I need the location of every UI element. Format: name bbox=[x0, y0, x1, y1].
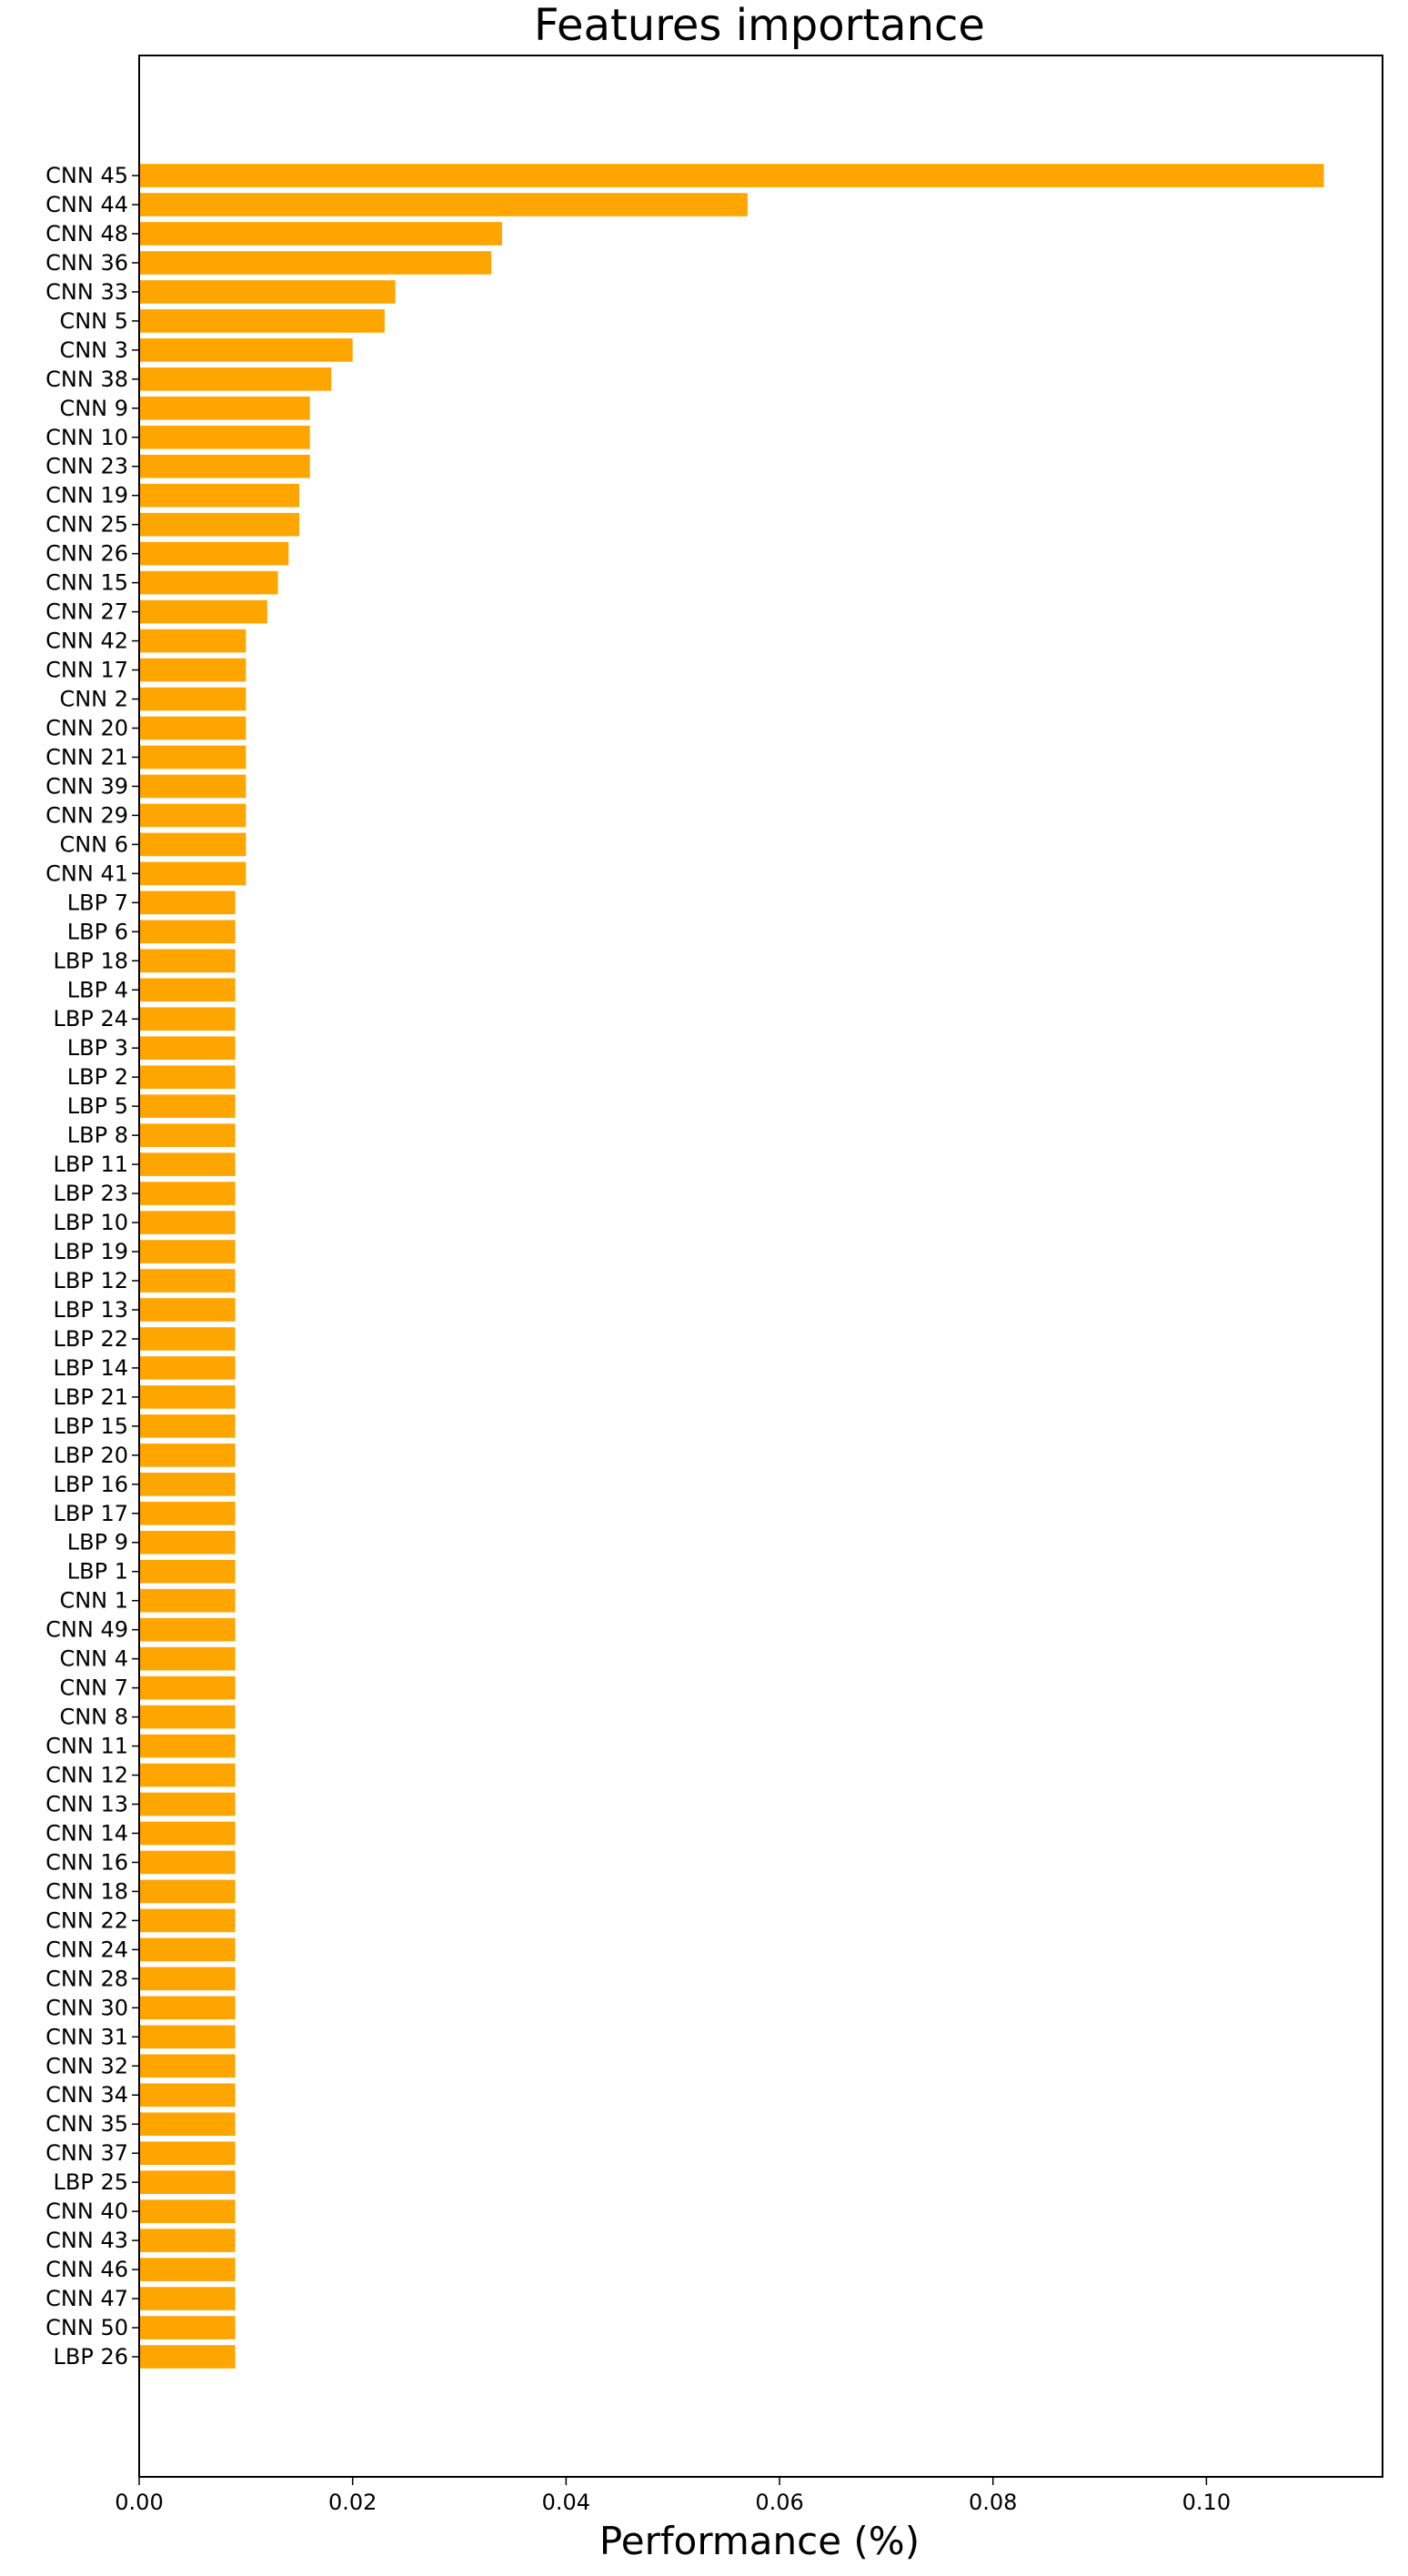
bar bbox=[139, 2316, 236, 2340]
x-tick-label: 0.02 bbox=[327, 2490, 377, 2515]
y-tick-label: LBP 13 bbox=[53, 1296, 128, 1323]
y-tick-label: LBP 5 bbox=[66, 1093, 128, 1120]
y-tick-label: CNN 29 bbox=[45, 802, 128, 829]
y-tick-label: CNN 30 bbox=[45, 1995, 128, 2021]
y-tick-label: CNN 46 bbox=[45, 2257, 128, 2283]
y-tick-label: LBP 17 bbox=[53, 1500, 128, 1526]
bar bbox=[139, 251, 491, 275]
y-tick-label: CNN 4 bbox=[59, 1645, 128, 1672]
bar bbox=[139, 1764, 236, 1787]
y-tick-label: CNN 13 bbox=[45, 1791, 128, 1817]
y-tick-label: CNN 8 bbox=[59, 1704, 128, 1730]
bar bbox=[139, 1647, 236, 1671]
bar bbox=[139, 1007, 236, 1031]
bar bbox=[139, 2054, 236, 2078]
y-tick-label: CNN 7 bbox=[59, 1675, 128, 1701]
bar bbox=[139, 1123, 236, 1147]
x-tick-label: 0.06 bbox=[755, 2490, 804, 2515]
x-ticks bbox=[115, 2477, 1231, 2515]
bar bbox=[139, 426, 310, 449]
bar bbox=[139, 280, 396, 304]
y-tick-label: CNN 22 bbox=[45, 1907, 128, 1934]
y-tick-label: CNN 10 bbox=[45, 424, 128, 450]
y-tick-label: LBP 16 bbox=[53, 1471, 128, 1497]
bar bbox=[139, 1414, 236, 1438]
y-tick-label: LBP 25 bbox=[53, 2169, 128, 2196]
bar bbox=[139, 1065, 236, 1089]
x-tick-label: 0.04 bbox=[541, 2490, 591, 2515]
y-tick-label: LBP 24 bbox=[53, 1006, 128, 1032]
y-tick-label: CNN 24 bbox=[45, 1937, 128, 1963]
y-tick-label: LBP 8 bbox=[66, 1122, 128, 1149]
y-tick-label: CNN 35 bbox=[45, 2111, 128, 2138]
bar bbox=[139, 1502, 236, 1525]
y-tick-label: LBP 1 bbox=[66, 1558, 128, 1585]
bar bbox=[139, 2112, 236, 2136]
y-tick-label: CNN 41 bbox=[45, 860, 128, 887]
y-tick-label: LBP 23 bbox=[53, 1181, 128, 1207]
bar bbox=[139, 397, 310, 420]
bar bbox=[139, 1182, 236, 1205]
bar bbox=[139, 2026, 236, 2049]
y-tick-label: CNN 17 bbox=[45, 657, 128, 683]
bar bbox=[139, 746, 246, 770]
bar bbox=[139, 2199, 236, 2223]
y-tick-label: LBP 2 bbox=[66, 1064, 128, 1091]
y-tick-label: CNN 1 bbox=[59, 1587, 128, 1614]
bar bbox=[139, 484, 299, 508]
y-tick-label: CNN 45 bbox=[45, 163, 128, 188]
y-tick-label: CNN 26 bbox=[45, 540, 128, 567]
y-tick-label: CNN 44 bbox=[45, 191, 128, 217]
bar bbox=[139, 1822, 236, 1846]
y-tick-label: CNN 23 bbox=[45, 453, 128, 479]
y-tick-label: LBP 22 bbox=[53, 1325, 128, 1352]
bar bbox=[139, 338, 353, 362]
x-tick-label: 0.10 bbox=[1182, 2490, 1232, 2515]
bar bbox=[139, 309, 385, 333]
y-tick-label: CNN 27 bbox=[45, 599, 128, 625]
bar bbox=[139, 1589, 236, 1613]
bar bbox=[139, 775, 246, 799]
bar bbox=[139, 1240, 236, 1263]
y-tick-label: CNN 49 bbox=[45, 1616, 128, 1643]
x-tick-label: 0.00 bbox=[115, 2490, 164, 2515]
bar bbox=[139, 1152, 236, 1176]
y-tick-label: CNN 43 bbox=[45, 2228, 128, 2254]
y-tick-label: LBP 15 bbox=[53, 1413, 128, 1439]
y-tick-label: CNN 34 bbox=[45, 2082, 128, 2108]
y-tick-label: CNN 28 bbox=[45, 1966, 128, 1992]
x-tick-label: 0.08 bbox=[968, 2490, 1018, 2515]
y-tick-label: CNN 37 bbox=[45, 2140, 128, 2167]
y-tick-label: CNN 38 bbox=[45, 366, 128, 392]
y-tick-label: CNN 6 bbox=[59, 831, 128, 858]
bar bbox=[139, 1385, 236, 1409]
bar bbox=[139, 949, 236, 972]
y-tick-label: LBP 3 bbox=[66, 1035, 128, 1062]
x-axis-label: Performance (%) bbox=[598, 2519, 920, 2563]
bar bbox=[139, 571, 278, 595]
y-tick-label: CNN 21 bbox=[45, 744, 128, 770]
bar bbox=[139, 1676, 236, 1700]
bar bbox=[139, 1793, 236, 1816]
bar bbox=[139, 367, 331, 391]
bar bbox=[139, 1298, 236, 1322]
bar bbox=[139, 1851, 236, 1875]
bar bbox=[139, 862, 246, 886]
bar bbox=[139, 1997, 236, 2020]
bar bbox=[139, 978, 236, 1001]
plot-area-frame bbox=[139, 55, 1383, 2477]
bar bbox=[139, 2229, 236, 2252]
bar bbox=[139, 2258, 236, 2281]
y-tick-label: CNN 40 bbox=[45, 2199, 128, 2225]
y-tick-label: LBP 7 bbox=[66, 890, 128, 916]
y-tick-label: CNN 47 bbox=[45, 2286, 128, 2312]
y-tick-label: CNN 25 bbox=[45, 511, 128, 538]
y-tick-label: LBP 9 bbox=[66, 1529, 128, 1555]
bar bbox=[139, 1473, 236, 1496]
y-tick-label: CNN 16 bbox=[45, 1849, 128, 1876]
y-tick-label: CNN 3 bbox=[59, 337, 128, 363]
bar bbox=[139, 2170, 236, 2194]
bar bbox=[139, 1938, 236, 1962]
y-tick-label: CNN 42 bbox=[45, 628, 128, 654]
bar bbox=[139, 455, 310, 478]
y-tick-labels bbox=[45, 163, 139, 2370]
bar bbox=[139, 1211, 236, 1234]
y-tick-label: LBP 26 bbox=[53, 2344, 128, 2370]
y-tick-label: CNN 5 bbox=[59, 307, 128, 334]
bar bbox=[139, 1735, 236, 1758]
bar bbox=[139, 1706, 236, 1729]
bar bbox=[139, 222, 502, 246]
bar bbox=[139, 1880, 236, 1904]
y-tick-label: CNN 14 bbox=[45, 1820, 128, 1846]
bar bbox=[139, 833, 246, 857]
y-tick-label: CNN 39 bbox=[45, 773, 128, 800]
bar bbox=[139, 804, 246, 828]
bar bbox=[139, 1531, 236, 1555]
y-tick-label: LBP 11 bbox=[53, 1152, 128, 1178]
bar bbox=[139, 891, 236, 915]
chart-title: Features importance bbox=[534, 0, 985, 51]
bar bbox=[139, 1909, 236, 1933]
y-tick-label: LBP 20 bbox=[53, 1442, 128, 1468]
y-tick-label: CNN 9 bbox=[59, 395, 128, 421]
bar bbox=[139, 1036, 236, 1060]
bar bbox=[139, 1560, 236, 1584]
bar bbox=[139, 513, 299, 537]
bar bbox=[139, 2345, 236, 2369]
y-tick-label: LBP 18 bbox=[53, 948, 128, 974]
y-tick-label: CNN 32 bbox=[45, 2053, 128, 2079]
bar bbox=[139, 193, 748, 216]
y-tick-label: LBP 12 bbox=[53, 1267, 128, 1293]
bars-group bbox=[139, 164, 1323, 2369]
bar bbox=[139, 164, 1323, 187]
y-tick-label: CNN 50 bbox=[45, 2315, 128, 2341]
bar bbox=[139, 2287, 236, 2310]
y-tick-label: CNN 19 bbox=[45, 482, 128, 508]
bar bbox=[139, 2083, 236, 2107]
y-tick-label: CNN 20 bbox=[45, 715, 128, 741]
y-tick-label: LBP 21 bbox=[53, 1384, 128, 1410]
bar bbox=[139, 921, 236, 944]
bar bbox=[139, 688, 246, 711]
y-tick-label: LBP 6 bbox=[66, 919, 128, 945]
y-tick-label: LBP 10 bbox=[53, 1210, 128, 1236]
bar bbox=[139, 1327, 236, 1351]
y-tick-label: CNN 11 bbox=[45, 1733, 128, 1759]
y-tick-label: CNN 36 bbox=[45, 249, 128, 276]
y-tick-label: CNN 15 bbox=[45, 569, 128, 596]
bar bbox=[139, 600, 267, 624]
bar bbox=[139, 1967, 236, 1991]
bar bbox=[139, 659, 246, 682]
bar bbox=[139, 717, 246, 740]
y-tick-label: LBP 19 bbox=[53, 1239, 128, 1265]
bar bbox=[139, 629, 246, 653]
y-tick-label: CNN 2 bbox=[59, 686, 128, 712]
y-tick-label: LBP 14 bbox=[53, 1354, 128, 1381]
y-tick-label: CNN 31 bbox=[45, 2024, 128, 2050]
bar bbox=[139, 1269, 236, 1293]
bar bbox=[139, 1618, 236, 1642]
y-tick-label: CNN 48 bbox=[45, 220, 128, 247]
y-tick-label: CNN 33 bbox=[45, 278, 128, 305]
y-tick-label: CNN 18 bbox=[45, 1878, 128, 1905]
bar bbox=[139, 1444, 236, 1467]
bar bbox=[139, 2141, 236, 2165]
y-tick-label: CNN 12 bbox=[45, 1762, 128, 1788]
bar bbox=[139, 1356, 236, 1380]
bar bbox=[139, 1094, 236, 1118]
y-tick-label: LBP 4 bbox=[66, 977, 128, 1003]
bar bbox=[139, 542, 288, 566]
